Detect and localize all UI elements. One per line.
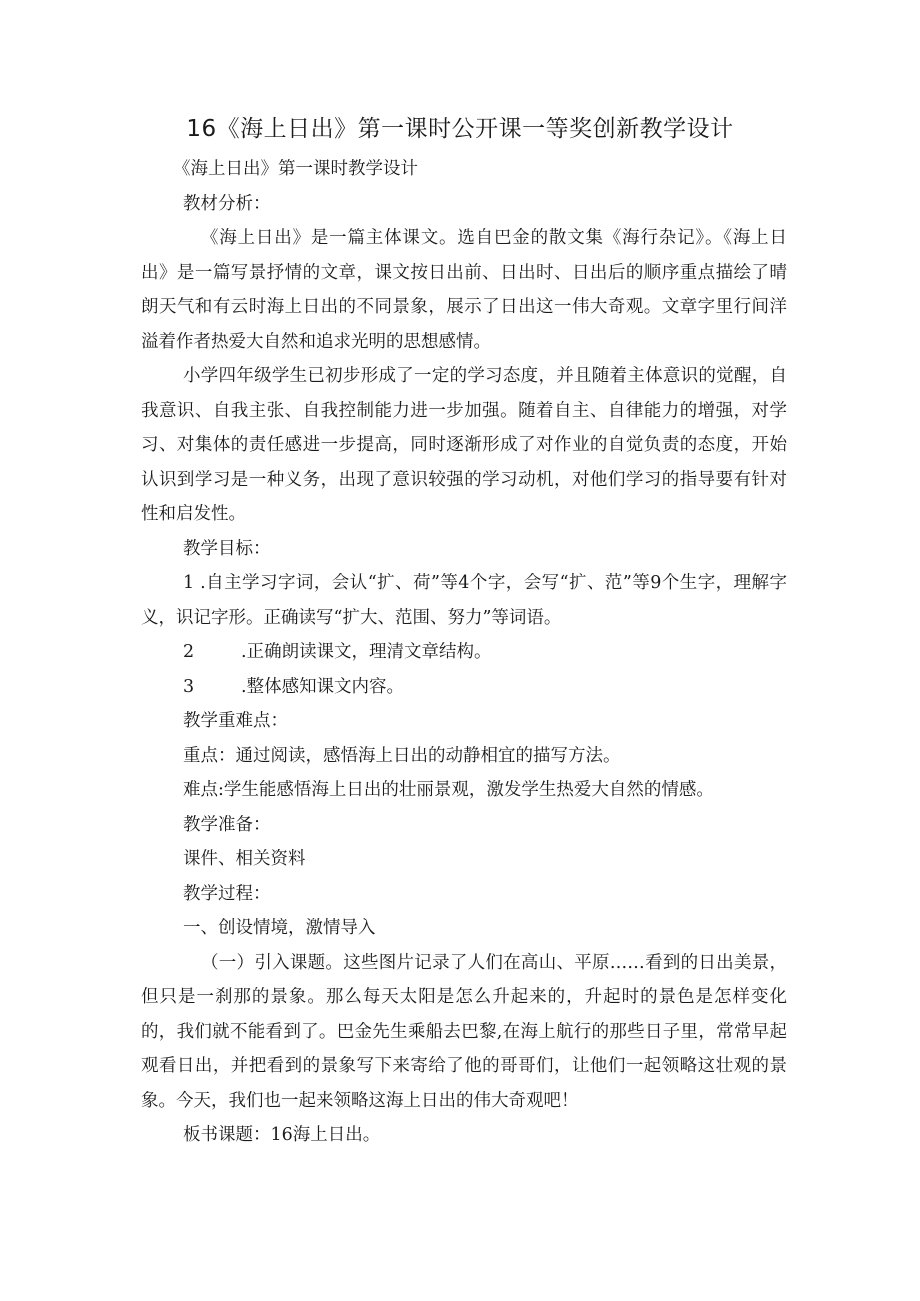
document-title: 16《海上日出》第一课时公开课一等奖创新教学设计: [186, 116, 734, 142]
student-analysis-paragraph: 小学四年级学生已初步形成了一定的学习态度，并且随着主体意识的觉醒，自我意识、自我主张、自我控制能力进一步加强。随着自主、自律能力的增强，对学习、对集体的责任感进一步提高，同时逐渐形成了对作业的自觉负责的态度，开始认识到学习是一种义务，出现了意识较强的学习动机，对他们学习的指导要有针对性和启发性。: [141, 366, 787, 524]
objective-item-2: [141, 635, 787, 670]
objective-text: .正确朗读课文，理清文章结构。: [241, 642, 492, 662]
objective-number: 2: [183, 642, 195, 662]
process-heading: 教学过程：: [183, 883, 271, 904]
subtitle: 《海上日出》第一课时教学设计: [173, 159, 418, 179]
textbook-analysis-heading: 教材分析：: [183, 193, 271, 214]
objective-item-3: [141, 670, 787, 705]
objectives-heading: 教学目标：: [183, 538, 271, 559]
textbook-analysis-paragraph: 《海上日出》是一篇主体课文。选自巴金的散文集《海行杂记》。《海上日出》是一篇写景抒情的文章，课文按日出前、日出时、日出后的顺序重点描绘了晴朗天气和有云时海上日出的不同景象，展示了日出这一伟大奇观。文章字里行间洋溢着作者热爱大自然和追求光明的思想感情。: [141, 228, 787, 352]
key-points-heading: 教学重难点：: [183, 711, 288, 731]
document-body: [141, 152, 787, 1153]
process-paragraph: （一）引入课题。这些图片记录了人们在高山、平原……看到的日出美景，但只是一刹那的景象。那么每天太阳是怎么升起来的，升起时的景色是怎样变化的，我们就不能看到了。巴金先生乘船去巴黎,在海上航行的那些日子里，常常早起观看日出，并把看到的景象写下来寄给了他的哥哥们，让他们一起领略这壮观的景象。今天，我们也一起来领略这海上日出的伟大奇观吧！: [141, 952, 787, 1111]
preparation-heading: 教学准备：: [183, 814, 271, 835]
key-point: 重点：通过阅读，感悟海上日出的动静相宜的描写方法。: [183, 745, 621, 766]
objective-item-1: 1 .自主学习字词，会认“扩、荷”等4个字，会写“扩、范”等9个生字，理解字义，识记字形。正确读写“扩大、范围、努力”等词语。: [141, 573, 787, 628]
objective-text: .整体感知课文内容。: [241, 676, 405, 697]
preparation-text: 课件、相关资料: [183, 849, 306, 869]
difficult-point: 难点:学生能感悟海上日出的壮丽景观，激发学生热爱大自然的情感。: [183, 780, 714, 800]
process-section-1: 一、创设情境，激情导入: [183, 918, 376, 938]
board-title: 板书课题：16海上日出。: [183, 1125, 381, 1145]
objective-number: 3: [183, 676, 195, 697]
